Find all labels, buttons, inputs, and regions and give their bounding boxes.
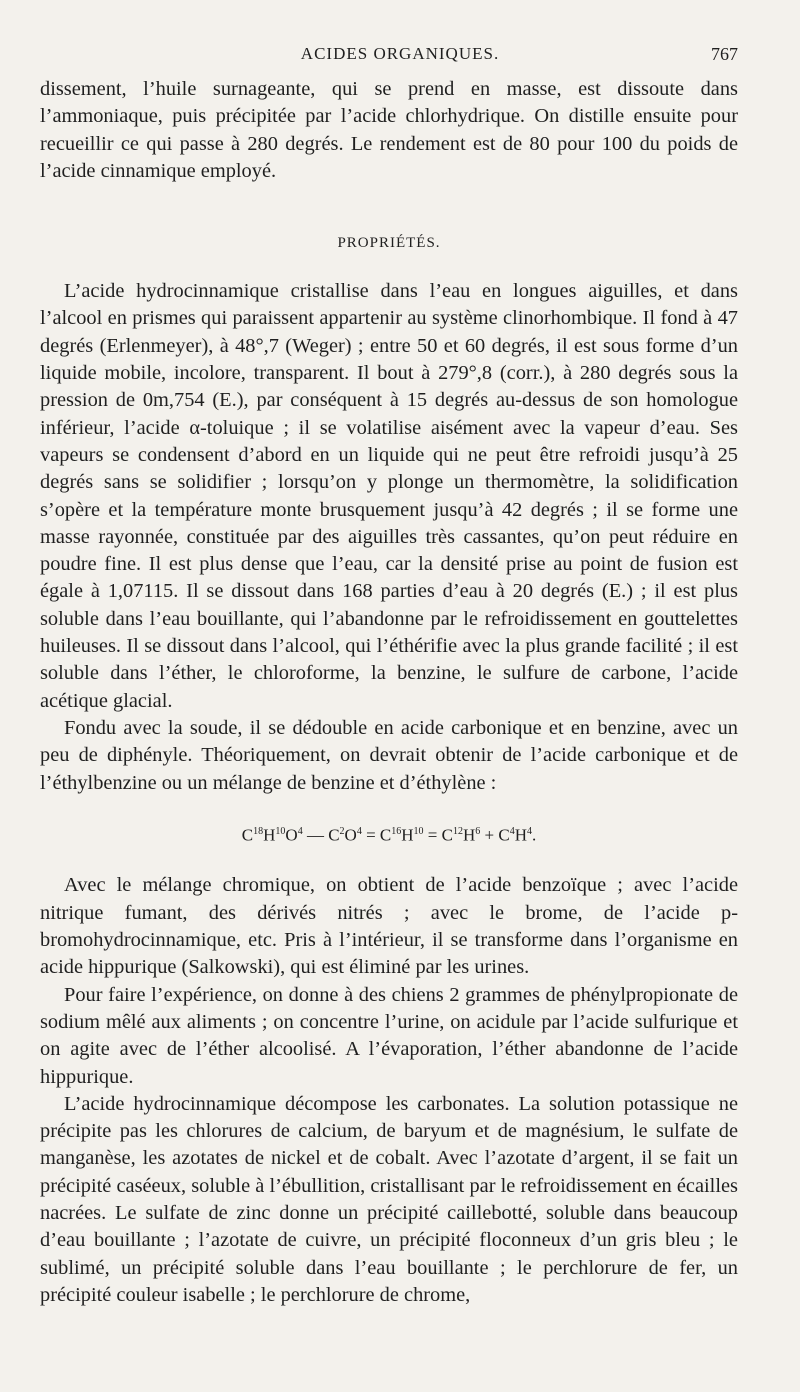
formula-index: 10 [275, 825, 286, 837]
formula-index: 12 [452, 825, 463, 837]
formula-index: 4 [297, 825, 303, 837]
formula-part: O [285, 825, 298, 845]
formula-index: 10 [413, 825, 424, 837]
paragraph-reactions: Avec le mélange chromique, on obtient de l’acide benzoïque ; avec l’acide nitrique fumant, des dérivés nitrés ; avec le brome, de l’acide p-bromohydrocinnamique, etc. Pris à l’intérieur, il se transforme dans l’organisme en acide hippurique (Salkowski), qui est éliminé par les urines. [40, 874, 738, 979]
formula-part: = C [361, 825, 392, 845]
formula-part: . [531, 825, 537, 845]
formula-part: C [241, 825, 254, 845]
formula-index: 16 [391, 825, 402, 837]
paragraph-properties: L’acide hydrocinnamique cristallise dans l’eau en longues aiguilles, et dans l’alcool en prismes qui paraissent appartenir au système clinorhombique. Il fond à 47 degrés (Erlenmeyer), à 48°,7 (Weger) ; entre 50 et 60 degrés, il est sous forme d’un liquide mobile, incolore, transparent. Il bout à 279°,8 (corr.), à 280 degrés sous la pression de 0m,754 (E.), par conséquent à 15 degrés au-dessus de son homologue inférieur, l’acide α-toluique ; il se volatilise aisément avec la vapeur d’eau. Ses vapeurs se condensent d’abord en un liquide qui ne peut être refroidi jusqu’à 25 degrés sans se solidifier ; lorsqu’on y plonge un thermomètre, la solidification s’opère et la température monte brusquement jusqu’à 42 degrés ; il se forme une masse rayonnée, constituée par des aiguilles très cassantes, qu’on peut réduire en poudre fine. Il est plus dense que l’eau, car la densité prise au point de fusion est égale à 1,07115. Il se dissout dans 168 parties d’eau à 20 degrés (E.) ; il est plus soluble dans l’eau bouillante, qui l’abandonne par le refroidissement en gouttelettes huileuses. Il se dissout dans l’alcool, qui l’éthérifie avec la plus grande facilité ; il est soluble dans l’éther, le chloroforme, la benzine, le sulfure de carbone, l’acide acétique glacial. [40, 280, 738, 712]
page-body [40, 76, 738, 1309]
formula-index: 4 [526, 825, 532, 837]
paragraph-continued: dissement, l’huile surnageante, qui se prend en masse, est dissoute dans l’ammoniaque, puis précipitée par l’acide chlorhydrique. On distille ensuite pour recueillir ce qui passe à 280 degrés. Le rendement est de 80 pour 100 du poids de l’acide cinnamique employé. [40, 78, 738, 182]
formula-index: 6 [475, 825, 481, 837]
formula-index: 2 [339, 825, 345, 837]
chemical-formula [40, 819, 738, 849]
formula-part: H [401, 825, 414, 845]
formula-index: 4 [509, 825, 515, 837]
paragraph-fusion-soda: Fondu avec la soude, il se dédouble en acide carbonique et en benzine, avec un peu de diphényle. Théoriquement, on devrait obtenir de l’acide carbonique et de l’éthylbenzine ou un mélange de benzine et d’éthylène : [40, 716, 738, 794]
formula-part: + C [480, 825, 510, 845]
paragraph-carbonates: L’acide hydrocinnamique décompose les carbonates. La solution potassique ne précipite pas les chlorures de calcium, de baryum et de magnésium, le sulfate de manganèse, les azotates de nickel et de cobalt. Avec l’azotate d’argent, il se fait un précipité caséeux, soluble à l’ébullition, cristallisant par le refroidissement en écailles nacrées. Le sulfate de zinc donne un précipité caillebotté, soluble dans beaucoup d’eau bouillante ; l’azotate de cuivre, un précipité floconneux d’un gris bleu ; le sublimé, un précipité soluble dans l’eau bouillante ; le perchlorure de fer, un précipité couleur isabelle ; le perchlorure de chrome, [40, 1092, 738, 1306]
formula-part: H [263, 825, 276, 845]
formula-index: 4 [356, 825, 362, 837]
formula-part: H [514, 825, 527, 845]
formula-index: 18 [253, 825, 264, 837]
running-title: ACIDES ORGANIQUES. [300, 44, 500, 63]
formula-part: — C [302, 825, 340, 845]
formula-part: H [462, 825, 476, 845]
page-number: 767 [711, 44, 738, 64]
formula-part: = C [423, 825, 453, 845]
paragraph-experiment: Pour faire l’expérience, on donne à des chiens 2 grammes de phénylpropionate de sodium mêlé aux aliments ; on concentre l’urine, on acidule par l’acide sulfurique et on agite avec de l’éther alcoolisé. A l’évaporation, l’éther abandonne de l’acide hippurique. [40, 983, 738, 1088]
page-header [0, 44, 800, 74]
formula-part: O [344, 825, 357, 845]
section-title: PROPRIÉTÉS. [337, 235, 441, 252]
